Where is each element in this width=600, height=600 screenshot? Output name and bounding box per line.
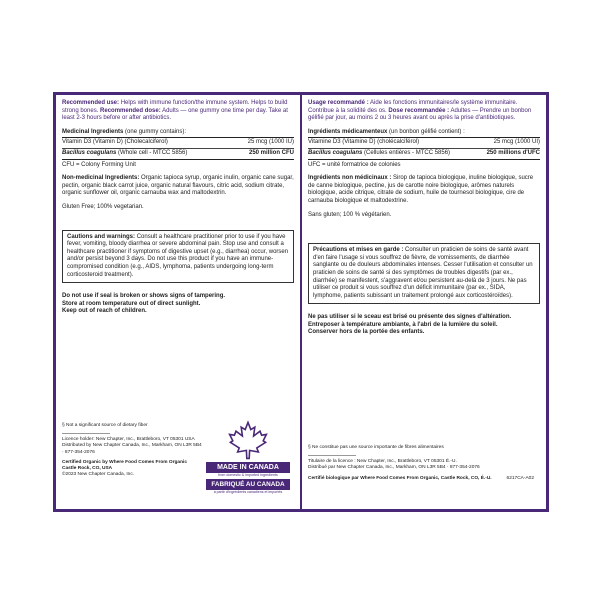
non-medicinal-label: Ingrédients non médicinaux : bbox=[308, 175, 392, 182]
medicinal-header-note: (one gummy contains): bbox=[125, 128, 187, 135]
dose-label: Dose recommandée : bbox=[388, 107, 450, 114]
caution-text: Consult a healthcare practitioner prior to use if you have fever, vomiting, bloody diarrhea or severe abdominal pain. Stop use and consult a healthcare practitioner if symptoms of digestive upset (e.g., diarrhea) occur, worsen and/or persist beyond 3 days. Do not use this product if you have an immune-compromised condition (e.g., AIDS, lymphoma, patients undergoing long-term corticosteroid treatment). bbox=[67, 233, 289, 278]
usage-recommande bbox=[308, 100, 540, 123]
ingredient-amount: 250 millions d'UFC bbox=[486, 149, 540, 156]
children-warning: Conserver hors de la portée des enfants. bbox=[308, 329, 425, 336]
ingredient-name-cell bbox=[62, 139, 168, 147]
english-footer bbox=[62, 423, 202, 478]
caution-label: Précautions et mises en garde : bbox=[313, 247, 404, 254]
non-medicinal-ingredients bbox=[62, 175, 294, 198]
ufc-note: UFC = unité formatrice de colonies bbox=[308, 161, 401, 168]
cautions-box bbox=[62, 230, 294, 284]
ingredient-name-cell bbox=[62, 150, 187, 158]
non-medicinal-text: Sirop de tapioca biologique, inuline biologique, sucre de canne biologique, pectine, jus de carotte noire biologique, arômes naturels biologique, acide citrique, citrate de sodium, huile de tournesol biologique, cire de carnauba biologique et maltodextrine. bbox=[308, 175, 534, 204]
recommended-dose-text: Adults — one gummy one time per day. Take at least 2-3 hours before or after antibiotics. bbox=[62, 107, 288, 122]
ingredient-source: (Whole cell - MTCC 5856) bbox=[118, 149, 188, 156]
distributor: Distributed by New Chapter Canada, Inc., Markham, ON L3R 5B4 · 877-354-2076 bbox=[62, 443, 202, 455]
made-in-canada-badge bbox=[206, 420, 290, 495]
gluten-statement: Gluten Free; 100% vegetarian. bbox=[62, 203, 144, 210]
copyright: ©2023 New Chapter Canada, Inc. bbox=[62, 472, 135, 478]
ingredient-row bbox=[308, 138, 540, 149]
product-code: 6217CA-A02 bbox=[506, 475, 534, 481]
ingredient-source: (Vitamine D) (cholécalciférol) bbox=[342, 139, 420, 146]
organic-certification: Certified Organic by Where Food Comes From Organic Castle Rock, CO, USA bbox=[62, 459, 188, 472]
french-panel bbox=[302, 95, 546, 509]
caution-label: Cautions and warnings: bbox=[67, 233, 136, 240]
ingredient-name: Vitamin D3 bbox=[62, 139, 92, 146]
storage-warnings-fr bbox=[308, 314, 540, 337]
maple-leaf-icon bbox=[226, 420, 270, 460]
cfu-note: CFU = Colony Forming Unit bbox=[62, 161, 136, 168]
precautions-box bbox=[308, 243, 540, 304]
ingredient-name: Bacillus coagulans bbox=[62, 149, 117, 156]
non-medicinal-label: Non-medicinal Ingredients: bbox=[62, 175, 140, 182]
medicinal-header-note: (un bonbon gélifié contient) : bbox=[389, 128, 465, 135]
ingredient-amount: 25 mcg (1000 IU) bbox=[247, 139, 294, 146]
children-warning: Keep out of reach of children. bbox=[62, 308, 147, 315]
ingredient-amount: 250 million CFU bbox=[248, 149, 294, 156]
storage-warnings bbox=[62, 293, 294, 316]
ingredient-name-cell bbox=[308, 150, 450, 158]
ingredient-name: Vitamine D3 bbox=[308, 139, 341, 146]
seal-warning: Do not use if seal is broken or shows signs of tampering. bbox=[62, 293, 226, 300]
storage-instruction: Store at room temperature out of direct sunlight. bbox=[62, 300, 201, 307]
ingredient-row bbox=[62, 149, 294, 159]
usage-label: Usage recommandé : bbox=[308, 100, 369, 106]
caution-text: Consulter un praticien de soins de santé avant d'en faire l'usage si vous souffrez de fièvre, de vomissements, de diarrhée sanglante ou de douleurs abdominales intenses. Cesser l'utilisation et consulter un praticien de soins de santé si des symptômes de troubles digestifs (par ex., diarrhée) se manifestent, s'aggravent et/ou persistent au-delà de 3 jours. Ne pas utiliser ce produit si vous souffrez d'un déficit immunitaire (par ex., SIDA, lymphome, patients subissant un traitement prolongé aux corticostéroïdes). bbox=[313, 247, 533, 299]
ingredient-name: Bacillus coagulans bbox=[308, 149, 363, 156]
supplement-label bbox=[53, 92, 549, 512]
english-panel bbox=[56, 95, 302, 509]
licence-holder: Licence holder: New Chapter, Inc., Brattleboro, VT 05301 USA bbox=[62, 437, 195, 443]
usage-text: Aide les fonctions immunitaires/le système immunitaire. Contribue à la solidité des os. bbox=[308, 100, 518, 114]
made-in-canada-subtext: from domestic & imported ingredients bbox=[218, 473, 278, 477]
medicinal-header-label: Medicinal Ingredients bbox=[62, 128, 124, 135]
recommended-dose-label: Recommended dose: bbox=[100, 107, 161, 114]
non-medicinal-text: Organic tapioca syrup, organic inulin, organic cane sugar, pectin, organic black carrot juice, organic natural flavours, citric acid, sodium citrate, organic sunflower oil, organic carnauba wax and maltodextrin. bbox=[62, 175, 294, 197]
fiber-note: § Ne constitue pas une source importante de fibres alimentaires bbox=[308, 445, 444, 450]
recommended-use bbox=[62, 100, 294, 123]
medicinal-header-label: Ingrédients médicamenteux bbox=[308, 128, 388, 135]
ingredient-source: (Vitamin D) (Cholecalciferol) bbox=[92, 139, 168, 146]
ingredients-table bbox=[62, 138, 294, 159]
gluten-statement: Sans gluten; 100 % végétarien. bbox=[308, 211, 392, 218]
licence-holder: Titulaire de la licence : New Chapter, Inc., Brattleboro, VT 05301 É.-U. bbox=[308, 459, 457, 465]
storage-instruction: Entreposer à température ambiante, à l'abri de la lumière du soleil. bbox=[308, 321, 498, 328]
ingredients-medicamenteux-header bbox=[308, 129, 540, 139]
dose-text: Adultes — Prendre un bonbon gélifié par jour, au moins 2 ou 3 heures avant ou après la prise d'antibiotiques. bbox=[308, 107, 532, 122]
seal-warning: Ne pas utiliser si le sceau est brisé ou présente des signes d'altération. bbox=[308, 314, 512, 321]
ingredient-row bbox=[62, 138, 294, 149]
ingredient-source: (Cellules entières - MTCC 5856) bbox=[364, 149, 451, 156]
ingredients-table-fr bbox=[308, 138, 540, 159]
ingredient-row bbox=[308, 149, 540, 159]
french-footer bbox=[308, 445, 540, 482]
ingredient-name-cell bbox=[308, 139, 419, 147]
fiber-note: § Not a significant source of dietary fiber bbox=[62, 423, 148, 428]
fabrique-au-canada-text: FABRIQUÉ AU CANADA bbox=[206, 479, 290, 490]
recommended-use-text: Helps with immune function/the immune system. Helps to build strong bones. bbox=[62, 100, 288, 114]
non-medicinal-ingredients-fr bbox=[308, 175, 540, 205]
divider bbox=[308, 455, 356, 456]
ingredient-amount: 25 mcg (1000 UI) bbox=[493, 139, 540, 146]
medicinal-ingredients-header bbox=[62, 129, 294, 139]
distributor: Distribué par New Chapter Canada, Inc., Markham, ON L3R 5B4 · 877-354-2076 bbox=[308, 465, 480, 471]
divider bbox=[62, 433, 110, 434]
recommended-use-label: Recommended use: bbox=[62, 100, 120, 106]
made-in-canada-text: MADE IN CANADA bbox=[206, 462, 290, 473]
fabrique-au-canada-subtext: à partir d'ingrédients canadiens et importés bbox=[213, 490, 283, 494]
organic-certification: Certifié biologique par Where Food Comes From Organic, Castle Rock, CO, É.-U. bbox=[308, 475, 492, 481]
